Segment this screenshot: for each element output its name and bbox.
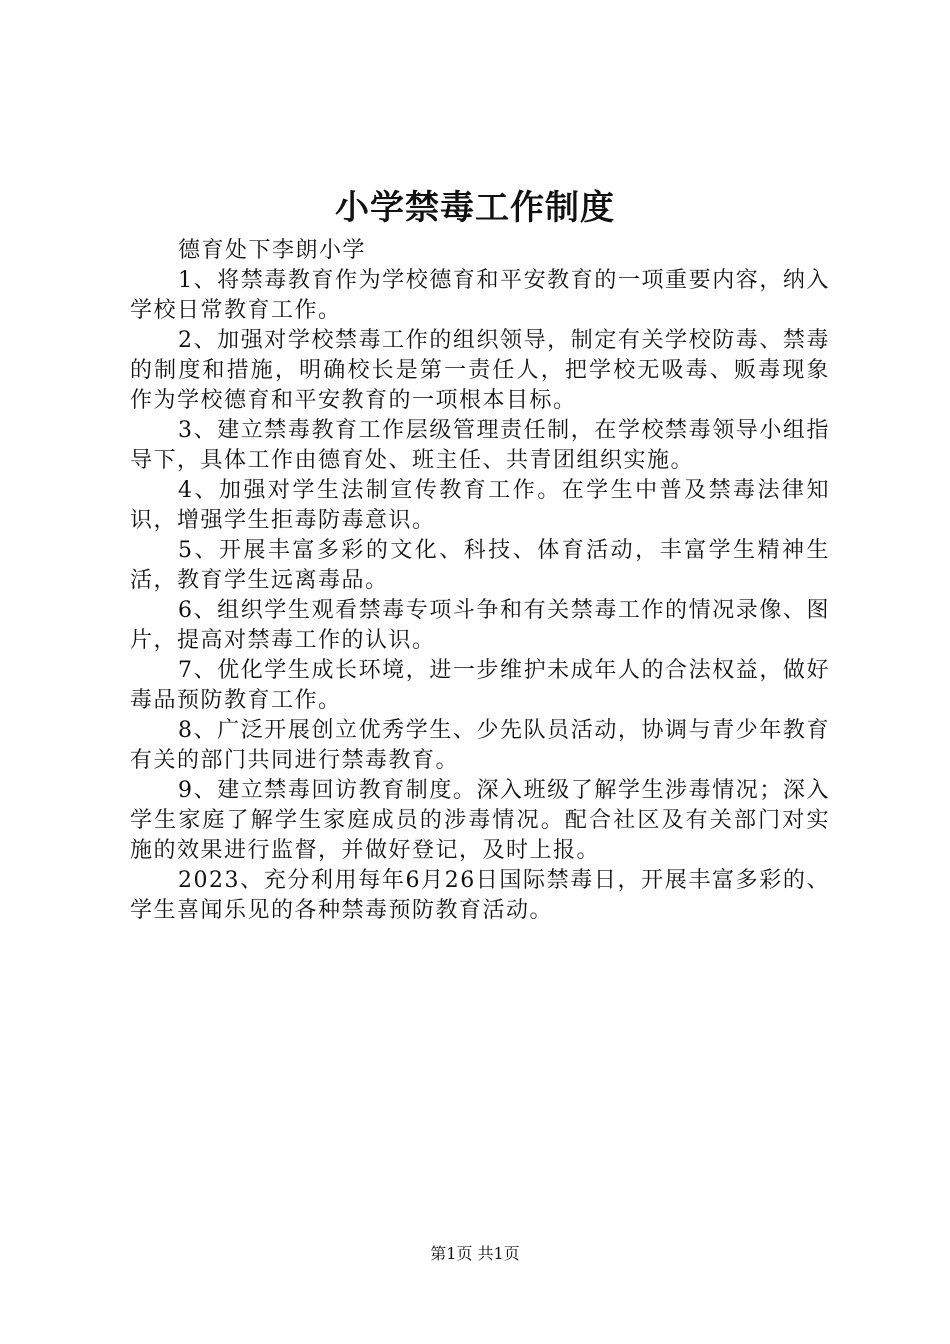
paragraph-item-10: 2023、充分利用每年6月26日国际禁毒日，开展丰富多彩的、学生喜闻乐见的各种禁毒预防教育活动。	[130, 868, 830, 923]
paragraph-item-5: 5、开展丰富多彩的文化、科技、体育活动，丰富学生精神生活，教育学生远离毒品。	[130, 538, 830, 593]
paragraph-item-6: 6、组织学生观看禁毒专项斗争和有关禁毒工作的情况录像、图片，提高对禁毒工作的认识。	[130, 598, 830, 653]
paragraph-item-8: 8、广泛开展创立优秀学生、少先队员活动，协调与青少年教育有关的部门共同进行禁毒教育。	[130, 718, 830, 773]
document-title: 小学禁毒工作制度	[335, 188, 615, 228]
document-body	[130, 236, 830, 926]
paragraph-item-2: 2、加强对学校禁毒工作的组织领导，制定有关学校防毒、禁毒的制度和措施，明确校长是第一责任人，把学校无吸毒、贩毒现象作为学校德育和平安教育的一项根本目标。	[130, 328, 830, 413]
paragraph-item-1: 1、将禁毒教育作为学校德育和平安教育的一项重要内容，纳入学校日常教育工作。	[130, 268, 830, 323]
author-line: 德育处下李朗小学	[178, 238, 367, 263]
paragraph-item-7: 7、优化学生成长环境，进一步维护未成年人的合法权益，做好毒品预防教育工作。	[130, 658, 830, 713]
paragraph-item-9: 9、建立禁毒回访教育制度。深入班级了解学生涉毒情况；深入学生家庭了解学生家庭成员的涉毒情况。配合社区及有关部门对实施的效果进行监督，并做好登记，及时上报。	[130, 778, 830, 863]
paragraph-item-3: 3、建立禁毒教育工作层级管理责任制，在学校禁毒领导小组指导下，具体工作由德育处、班主任、共青团组织实施。	[130, 418, 830, 473]
paragraph-item-4: 4、加强对学生法制宣传教育工作。在学生中普及禁毒法律知识，增强学生拒毒防毒意识。	[130, 478, 830, 533]
page-footer: 第1页 共1页	[430, 1244, 520, 1263]
